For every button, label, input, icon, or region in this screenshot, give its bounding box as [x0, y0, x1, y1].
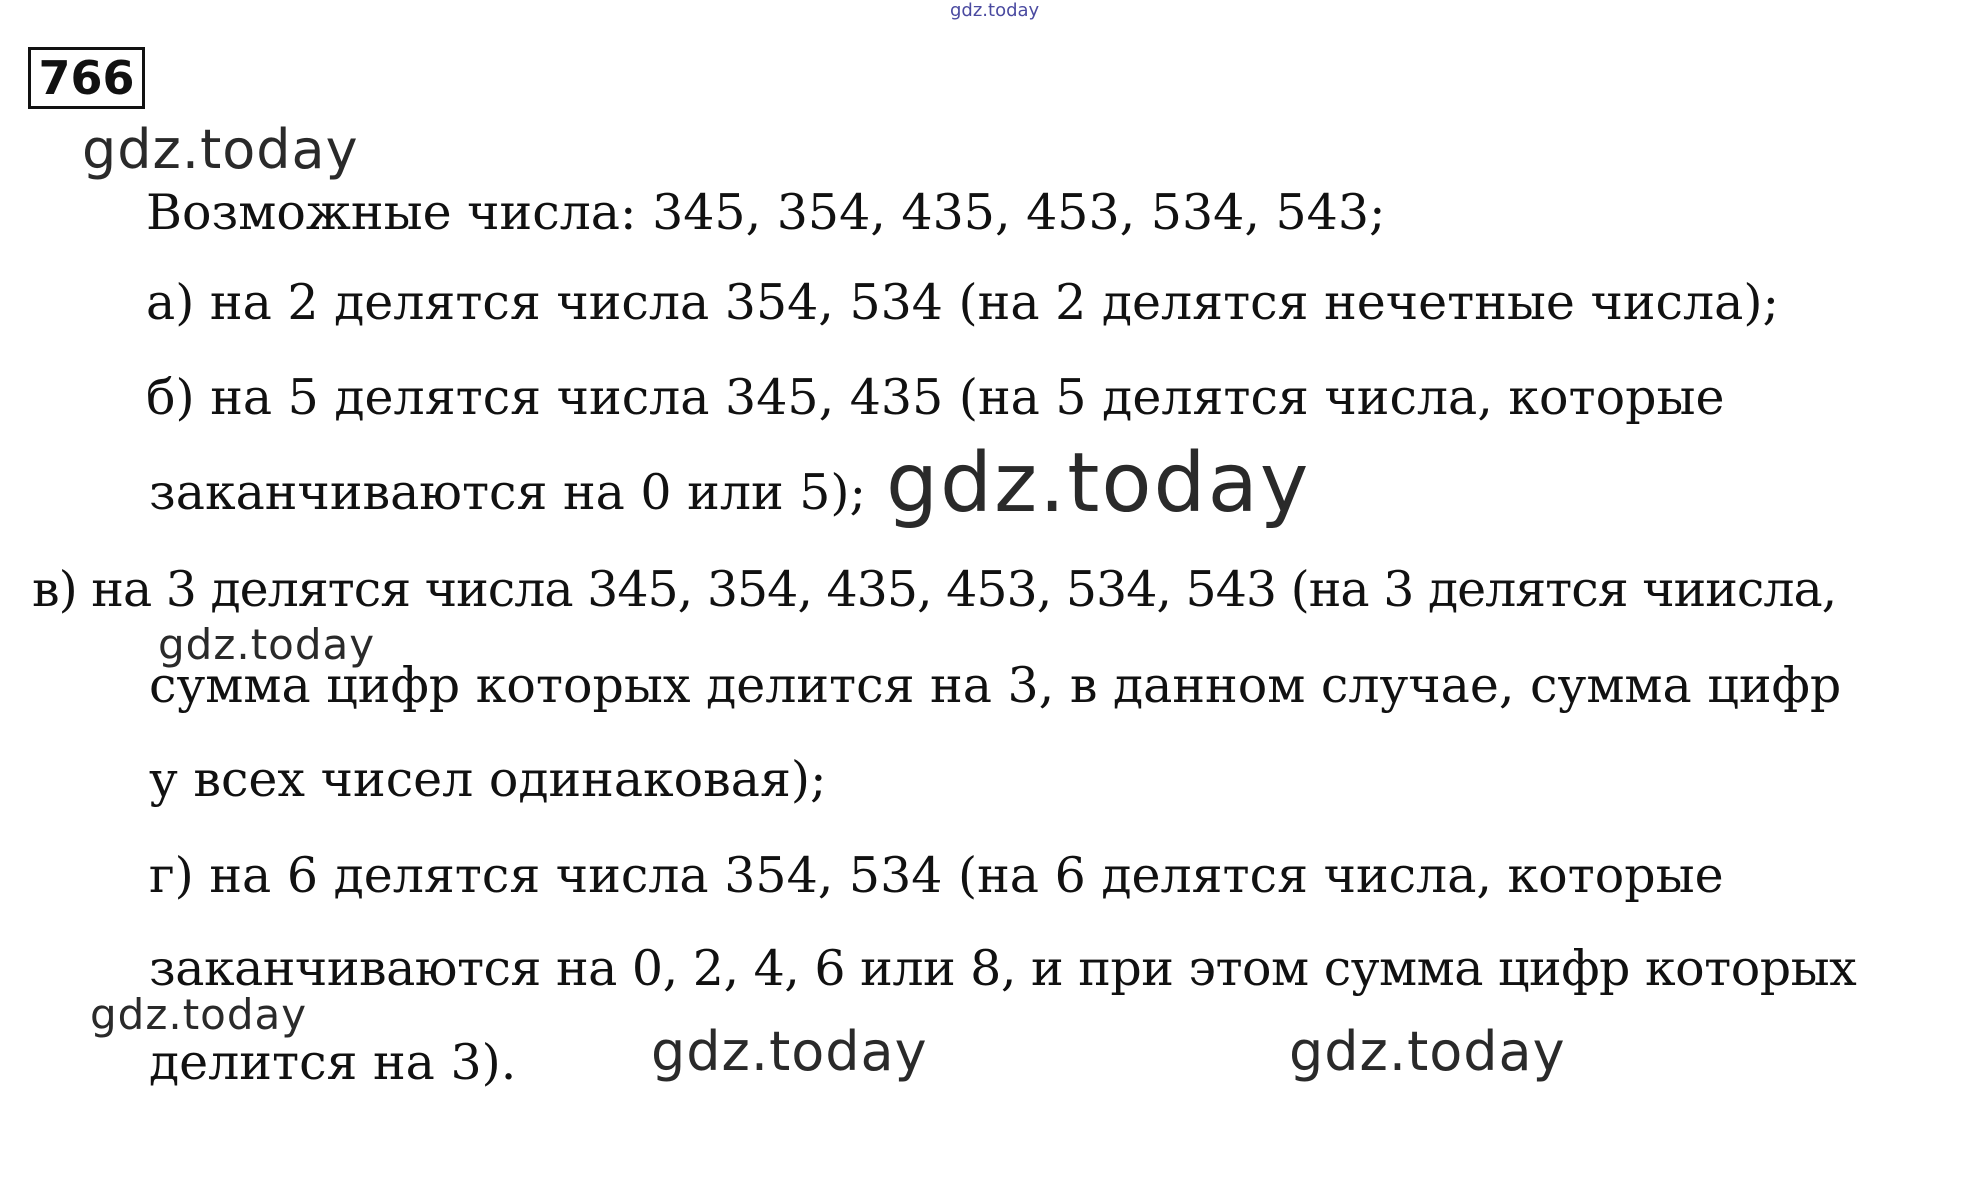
- answer-a-line: а) на 2 делятся числа 354, 534 (на 2 делятся нечетные числа);: [146, 274, 1779, 331]
- answer-v-line-3: у всех чисел одинаковая);: [149, 751, 827, 808]
- answer-g-line-3: делится на 3).: [149, 1034, 517, 1091]
- answer-v-line-2: сумма цифр которых делится на 3, в данном случае, сумма цифр: [149, 657, 1842, 714]
- answer-b-line-1: б) на 5 делятся числа 345, 435 (на 5 делятся числа, которые: [146, 369, 1725, 426]
- watermark-top: gdz.today: [950, 0, 1040, 21]
- watermark: gdz.today: [651, 1020, 928, 1083]
- watermark: gdz.today: [1289, 1020, 1566, 1083]
- watermark: gdz.today: [886, 436, 1311, 531]
- answer-g-line-1: г) на 6 делятся числа 354, 534 (на 6 делятся числа, которые: [149, 847, 1724, 904]
- task-number-badge: 766: [28, 47, 145, 109]
- intro-line: Возможные числа: 345, 354, 435, 453, 534, 543;: [146, 184, 1386, 241]
- watermark: gdz.today: [90, 990, 308, 1039]
- watermark: gdz.today: [82, 118, 359, 181]
- answer-g-line-2: заканчиваются на 0, 2, 4, 6 или 8, и при этом сумма цифр которых: [149, 940, 1857, 997]
- answer-v-line-1: в) на 3 делятся числа 345, 354, 435, 453, 534, 543 (на 3 делятся чиисла,: [32, 561, 1837, 618]
- answer-b-line-2: заканчиваются на 0 или 5);: [149, 464, 867, 521]
- watermark: gdz.today: [158, 620, 376, 669]
